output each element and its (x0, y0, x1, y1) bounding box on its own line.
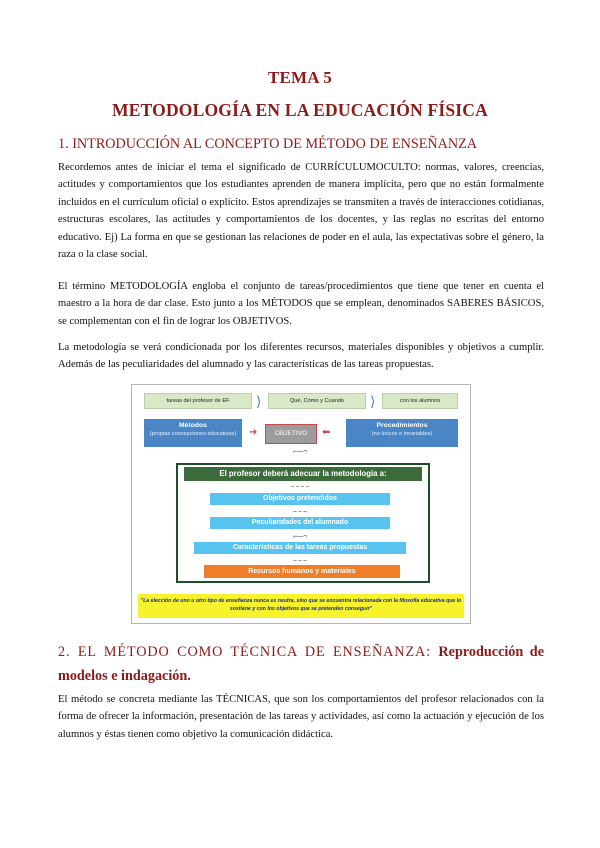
bracket-icon: ⟩ (370, 393, 376, 409)
procedimientos-title: Procedimientos (376, 422, 428, 429)
diagram-top-left-box: tareas del profesor de EF (144, 393, 252, 409)
connector-icon: ‒ ‒ ‒ (293, 509, 307, 515)
procedimientos-subtitle: (no únicos e invariables) (371, 431, 433, 437)
objetivo-box: OBJETIVO (265, 424, 317, 444)
item-objetivos: Objetivos pretendidos (210, 493, 390, 505)
section2-heading-sub: Reproducción de modelos e indagación. (58, 644, 544, 684)
methodology-diagram (131, 384, 471, 624)
section1-heading: 1. INTRODUCCIÓN AL CONCEPTO DE MÉTODO DE ENSEÑANZA (58, 136, 478, 152)
bracket-icon: ⟩ (256, 393, 262, 409)
page-title: METODOLOGÍA EN LA EDUCACIÓN FÍSICA (112, 100, 488, 120)
metodos-box (144, 419, 242, 447)
section1-paragraph-3: La metodología se verá condicionada por los diferentes recursos, materiales disponibles y objetivos a cumplir. Además de las peculiaridades del alumnado y las características de las tareas propuestas. (58, 342, 544, 371)
connector-icon: ‒ ‒ ‒ ‒ (290, 484, 310, 490)
tema-label: TEMA 5 (267, 68, 332, 87)
quote-note: "La elección de uno u otro tipo de enseñanza nunca es neutra, sino que se encuentra relacionada con la filosofía educativa que lo sostiene y con los objetivos que se pretenden conseguir" (138, 594, 464, 618)
section2-paragraph-1: El método se concreta mediante las TÉCNICAS, que son los comportamientos del profesor relacionados con la forma de ofrecer la información, presentación de las tareas y actividades, así como la actuación y ejecución de los alumnos y éstas tienen como objetivo la comunicación didáctica. (58, 694, 544, 740)
connector-icon: ⌐‒‒¬ (293, 449, 307, 455)
procedimientos-box (346, 419, 458, 447)
metodos-subtitle: (propias concepciones educativas) (149, 431, 237, 437)
arrow-right-icon: ➜ (249, 427, 258, 438)
adecuar-banner: El profesor deberá adecuar la metodología a: (184, 467, 422, 481)
item-caracteristicas: Características de las tareas propuestas (194, 542, 406, 554)
arrow-left-icon: ⬅ (322, 427, 331, 438)
section2-heading (58, 640, 544, 688)
item-peculiaridades: Peculiaridades del alumnado (210, 517, 390, 529)
section1-paragraph-1: Recordemos antes de iniciar el tema el significado de CURRÍCULUMOCULTO: normas, valores, creencias, actitudes y comportamientos que los estudiantes aprenden de manera implícita, pero que no están formalmente incluidos en el currículum oficial o explícito. Estos aprendizajes se transmiten a través de interacciones cotidianas, estructuras escolares, las actitudes y comportamientos de los docentes, y las reglas no escritas del entorno educativo. Ej) La forma en que se gestionan las relaciones de poder en el aula, las expectativas sobre el género, la raza o la clase social. (58, 162, 544, 261)
connector-icon: ‒ ‒ ‒ (293, 558, 307, 564)
metodos-title: Métodos (179, 422, 207, 429)
diagram-top-mid-box: Qué, Cómo y Cuando (268, 393, 366, 409)
item-recursos: Recursos humanos y materiales (204, 565, 400, 578)
diagram-top-right-box: con los alumnos (382, 393, 458, 409)
section1-paragraph-2: El término METODOLOGÍA engloba el conjunto de tareas/procedimientos que tiene que tener en cuenta el maestro a la hora de dar clase. Esto junto a los MÉTODOS que se emplean, denominados SABERES BÁSICOS, se complementan con el fin de lograr los OBJETIVOS. (58, 281, 544, 327)
connector-icon: ⌐‒‒¬ (293, 534, 307, 540)
section2-heading-main: 2. EL MÉTODO COMO TÉCNICA DE ENSEÑANZA: (58, 644, 439, 660)
